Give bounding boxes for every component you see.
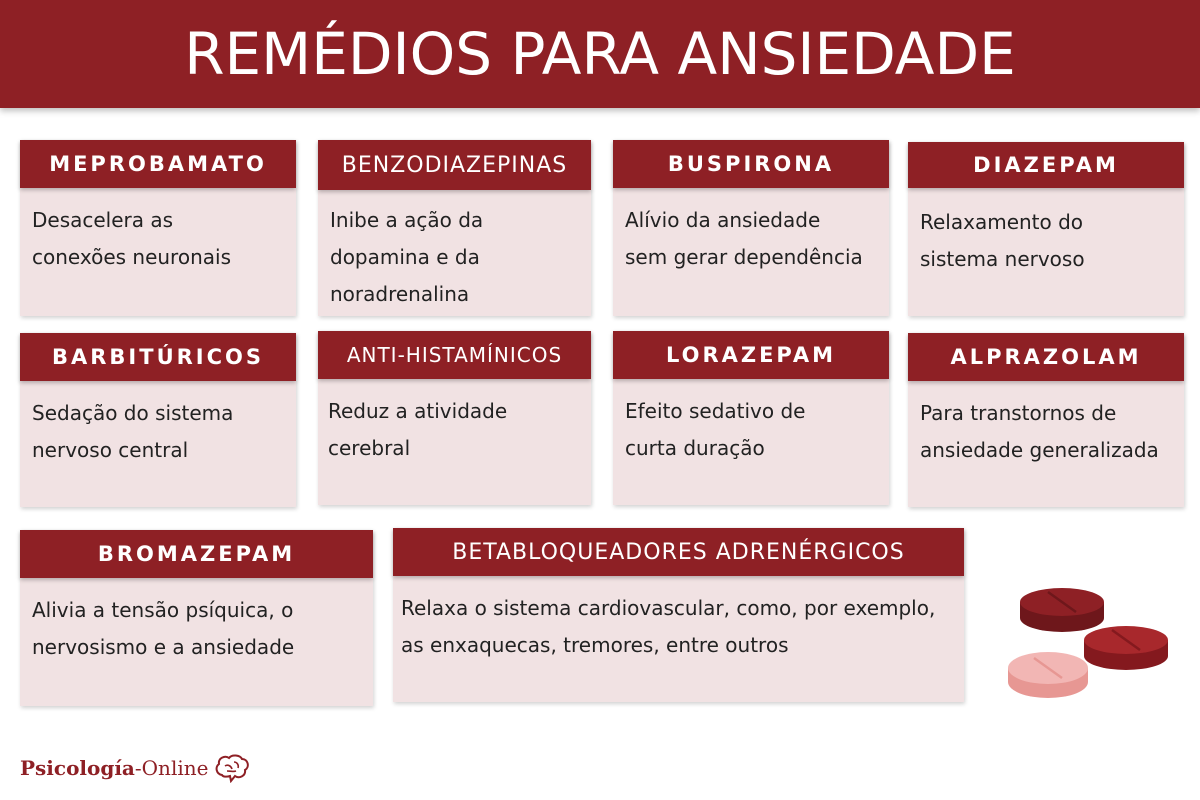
card-header (318, 140, 591, 190)
card-header (20, 140, 296, 188)
card-bromazepam (20, 530, 373, 706)
card-header (318, 331, 591, 379)
pill-mid (1084, 626, 1168, 670)
pills-icon (1000, 570, 1185, 720)
card-title: BROMAZEPAM (97, 542, 296, 566)
brand-logo (20, 752, 250, 784)
card-description: Alívio da ansiedade sem gerar dependência (625, 208, 863, 269)
card-alprazolam (908, 333, 1184, 507)
card-description: Desacelera as conexões neuronais (32, 208, 231, 269)
card-title: BUSPIRONA (667, 152, 835, 176)
card-header (613, 140, 889, 188)
card-header (393, 528, 964, 576)
brand-part-1: Psicología (20, 756, 135, 780)
brain-icon (214, 753, 250, 783)
card-anti-histaminicos (318, 331, 591, 505)
card-description: Para transtornos de ansiedade generalizada (920, 401, 1159, 462)
card-description: Sedação do sistema nervoso central (32, 401, 234, 462)
card-title: BARBITÚRICOS (52, 345, 264, 369)
card-header (20, 333, 296, 381)
card-meprobamato (20, 140, 296, 316)
card-barbituricos (20, 333, 296, 507)
pill-dark (1020, 588, 1104, 632)
card-header (908, 333, 1184, 381)
card-diazepam (908, 142, 1184, 316)
card-description: Efeito sedativo de curta duração (625, 399, 806, 460)
card-header (20, 530, 373, 578)
card-buspirona (613, 140, 889, 316)
card-description: Relaxamento do sistema nervoso (920, 210, 1085, 271)
card-description: Relaxa o sistema cardiovascular, como, por exemplo, as enxaquecas, tremores, entre outros (401, 596, 936, 657)
card-title: ALPRAZOLAM (950, 345, 1142, 369)
title-banner (0, 0, 1200, 108)
card-title: LORAZEPAM (665, 343, 837, 367)
card-description: Alivia a tensão psíquica, o nervosismo e a ansiedade (32, 598, 295, 659)
card-title: MEPROBAMATO (49, 152, 267, 176)
card-title: ANTI-HISTAMÍNICOS (346, 343, 563, 367)
card-title: BETABLOQUEADORES ADRENÉRGICOS (452, 539, 905, 565)
page-title: REMÉDIOS PARA ANSIEDADE (184, 20, 1016, 88)
card-description: Reduz a atividade cerebral (328, 399, 508, 460)
pill-light (1008, 652, 1088, 698)
card-title: DIAZEPAM (973, 153, 1119, 177)
card-header (613, 331, 889, 379)
card-lorazepam (613, 331, 889, 505)
card-betabloqueadores (393, 528, 964, 702)
card-description: Inibe a ação da dopamina e da noradrenalina (330, 208, 484, 306)
brand-part-2: -Online (134, 756, 209, 780)
card-header (908, 142, 1184, 188)
card-benzodiazepinas (318, 140, 591, 316)
brand-text (20, 756, 208, 780)
card-title: BENZODIAZEPINAS (341, 152, 568, 178)
